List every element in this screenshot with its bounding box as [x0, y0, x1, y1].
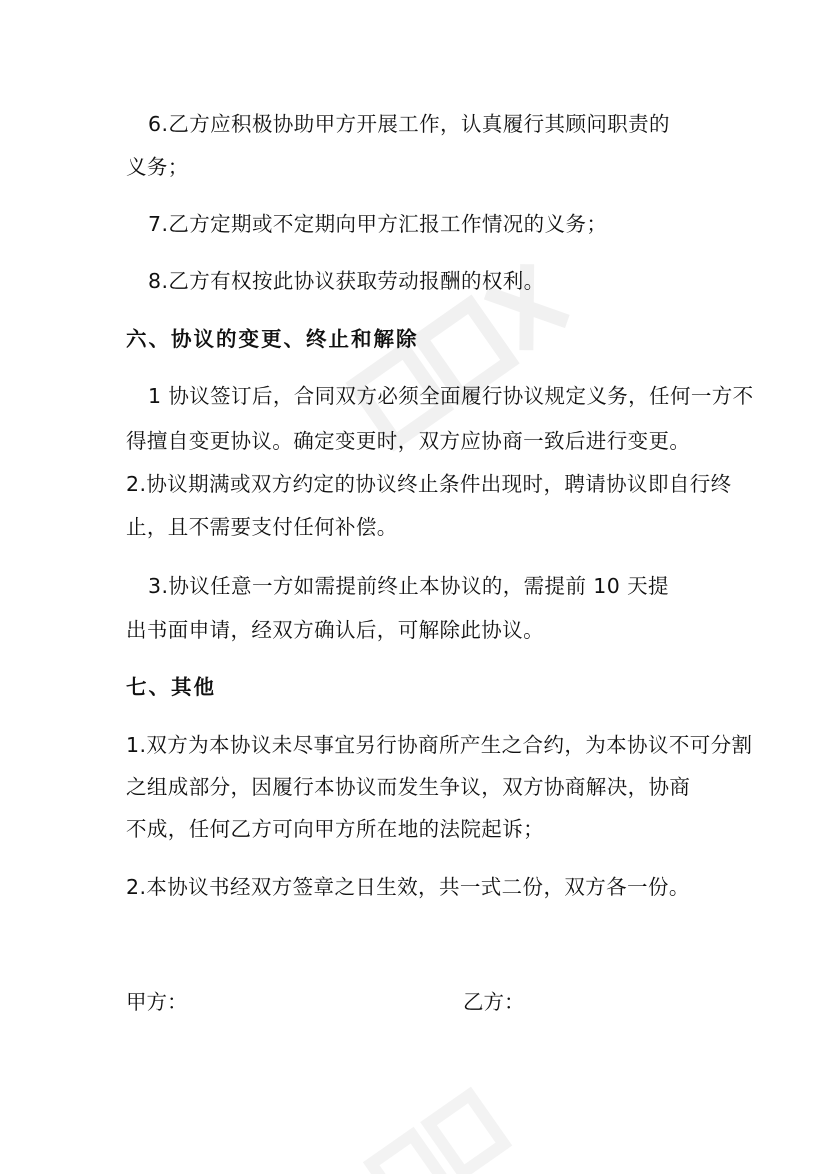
text-line-7: 7.乙方定期或不定期向甲方汇报工作情况的义务；	[148, 212, 608, 236]
clause-6-2-line-2: 止，且不需要支付任何补偿。	[126, 515, 398, 539]
clause-7-1-line-3: 不成，任何乙方可向甲方所在地的法院起诉；	[126, 817, 544, 841]
text-line-8: 8.乙方有权按此协议获取劳动报酬的权利。	[148, 269, 545, 293]
signature-party-b: 乙方：	[463, 990, 525, 1014]
clause-6-3-line-1: 3.协议任意一方如需提前终止本协议的，需提前 10 天提	[148, 574, 669, 598]
text-line-6-1: 6.乙方应积极协助甲方开展工作，认真履行其顾问职责的	[148, 112, 670, 136]
clause-7-1-line-1: 1.双方为本协议未尽事宜另行协商所产生之合约，为本协议不可分割	[126, 733, 753, 757]
clause-6-1-line-1: 1 协议签订后，合同双方必须全面履行协议规定义务，任何一方不	[148, 384, 754, 408]
clause-7-1-line-2: 之组成部分，因履行本协议而发生争议，双方协商解决，协商	[126, 775, 691, 799]
clause-6-1-line-2: 得擅自变更协议。确定变更时，双方应协商一致后进行变更。	[126, 429, 691, 453]
section-heading-6: 六、协议的变更、终止和解除	[126, 327, 419, 351]
clause-7-2: 2.本协议书经双方签章之日生效，共一式二份，双方各一份。	[126, 875, 690, 899]
signature-party-a: 甲方：	[126, 990, 188, 1014]
section-heading-7: 七、其他	[126, 675, 216, 699]
clause-6-2-line-1: 2.协议期满或双方约定的协议终止条件出现时，聘请协议即自行终	[126, 472, 732, 496]
text-line-6-2: 义务；	[126, 155, 189, 179]
watermark-logo-bottom	[340, 1080, 540, 1174]
clause-6-3-line-2: 出书面申请，经双方确认后，可解除此协议。	[126, 618, 544, 642]
